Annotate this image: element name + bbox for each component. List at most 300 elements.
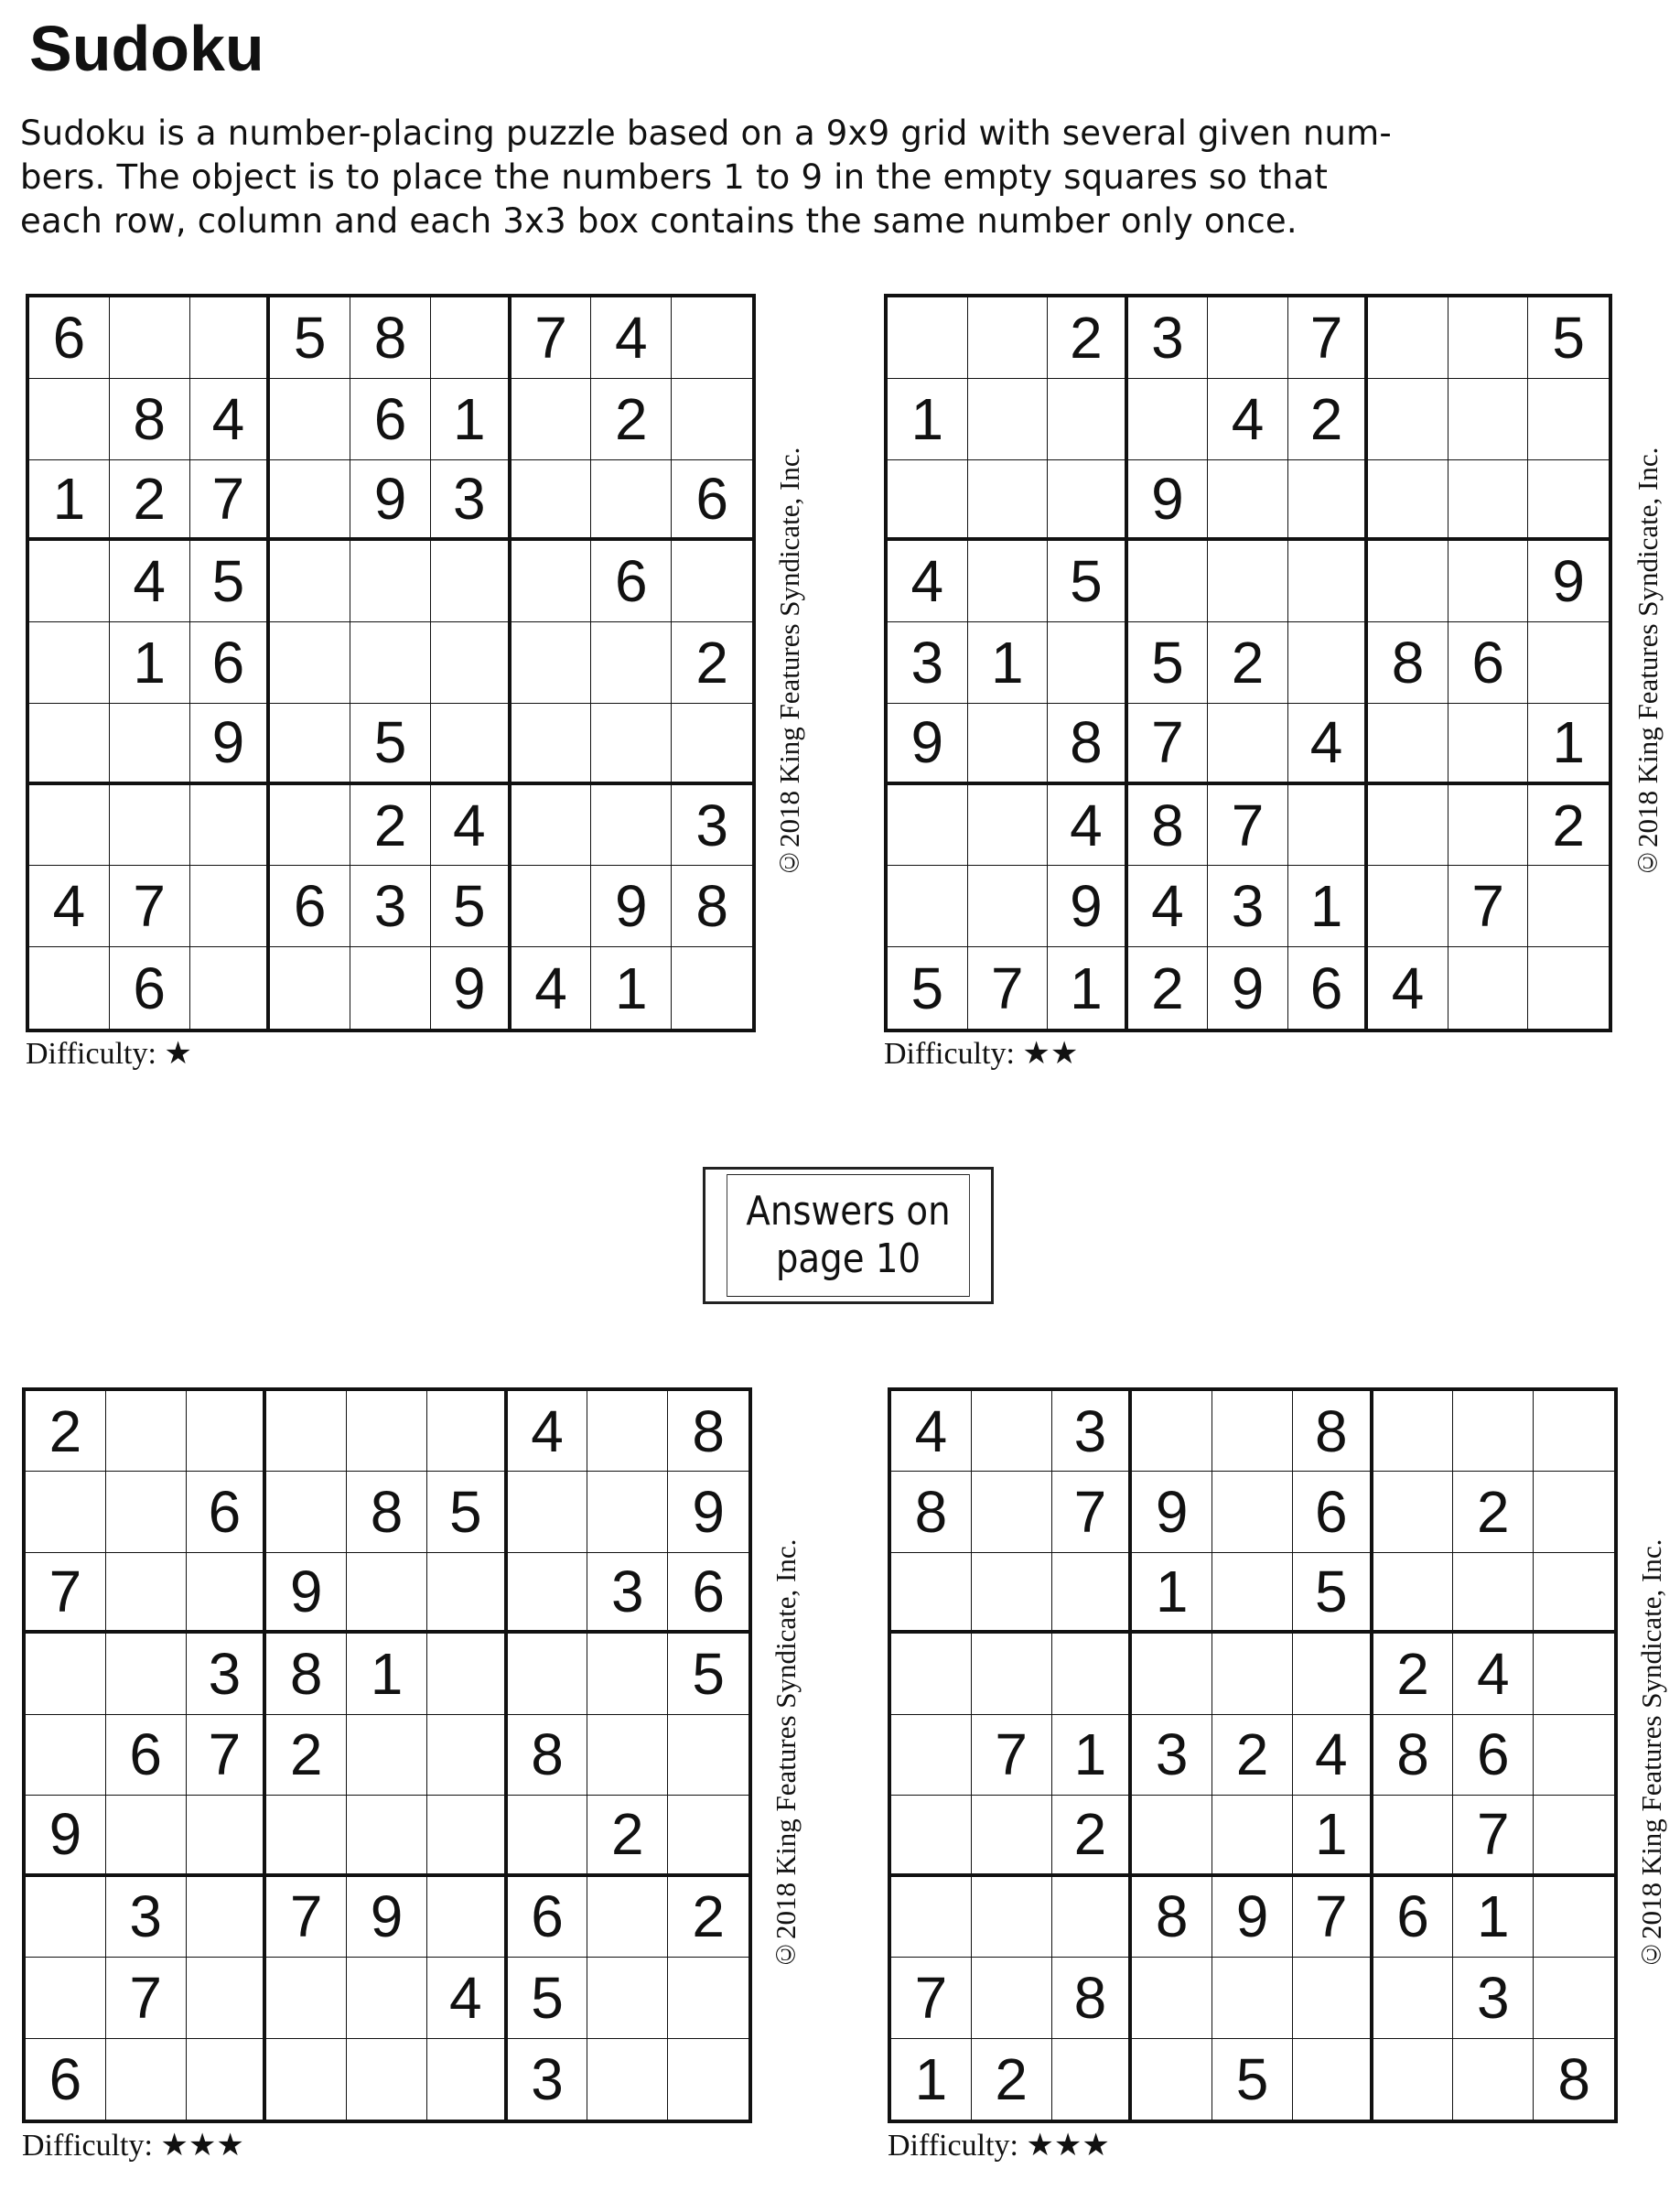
empty-cell[interactable] bbox=[270, 379, 350, 460]
empty-cell[interactable] bbox=[106, 1634, 187, 1714]
empty-cell[interactable] bbox=[29, 622, 110, 704]
given-cell: 7 bbox=[266, 1877, 347, 1958]
empty-cell[interactable] bbox=[1448, 947, 1529, 1029]
empty-cell[interactable] bbox=[888, 460, 968, 542]
given-cell: 7 bbox=[1288, 297, 1369, 379]
given-cell: 6 bbox=[508, 1877, 588, 1958]
empty-cell[interactable] bbox=[968, 785, 1049, 867]
empty-cell[interactable] bbox=[29, 785, 110, 867]
given-cell: 6 bbox=[1448, 622, 1529, 704]
empty-cell[interactable] bbox=[106, 1472, 187, 1552]
given-cell: 3 bbox=[106, 1877, 187, 1958]
empty-cell[interactable] bbox=[26, 1634, 106, 1714]
empty-cell[interactable] bbox=[1528, 379, 1609, 460]
intro-line: bers. The object is to place the numbers 1 to 9 in the empty squares so that bbox=[20, 157, 1329, 197]
given-cell: 1 bbox=[888, 379, 968, 460]
empty-cell[interactable] bbox=[888, 866, 968, 947]
empty-cell[interactable] bbox=[968, 297, 1049, 379]
given-cell: 2 bbox=[591, 379, 672, 460]
empty-cell[interactable] bbox=[1368, 541, 1448, 622]
empty-cell[interactable] bbox=[1453, 2039, 1534, 2120]
sudoku-grid bbox=[884, 294, 1612, 1032]
empty-cell[interactable] bbox=[106, 1391, 187, 1472]
empty-cell[interactable] bbox=[190, 785, 271, 867]
empty-cell[interactable] bbox=[508, 1796, 588, 1876]
given-cell: 4 bbox=[508, 1391, 588, 1472]
given-cell: 3 bbox=[1052, 1391, 1133, 1472]
empty-cell[interactable] bbox=[1288, 460, 1369, 542]
empty-cell[interactable] bbox=[427, 1553, 508, 1634]
empty-cell[interactable] bbox=[972, 1553, 1052, 1634]
empty-cell[interactable] bbox=[968, 866, 1049, 947]
empty-cell[interactable] bbox=[347, 1553, 427, 1634]
given-cell: 5 bbox=[1528, 297, 1609, 379]
given-cell: 7 bbox=[26, 1553, 106, 1634]
empty-cell[interactable] bbox=[1448, 704, 1529, 785]
given-cell: 4 bbox=[512, 947, 592, 1029]
empty-cell[interactable] bbox=[1528, 622, 1609, 704]
given-cell: 6 bbox=[591, 541, 672, 622]
empty-cell[interactable] bbox=[1448, 379, 1529, 460]
empty-cell[interactable] bbox=[266, 1958, 347, 2038]
empty-cell[interactable] bbox=[1288, 785, 1369, 867]
empty-cell[interactable] bbox=[1448, 297, 1529, 379]
empty-cell[interactable] bbox=[512, 379, 592, 460]
empty-cell[interactable] bbox=[1453, 1391, 1534, 1472]
given-cell: 9 bbox=[266, 1553, 347, 1634]
given-cell: 9 bbox=[350, 460, 431, 542]
empty-cell[interactable] bbox=[1448, 460, 1529, 542]
empty-cell[interactable] bbox=[972, 1634, 1052, 1714]
empty-cell[interactable] bbox=[347, 1796, 427, 1876]
given-cell: 8 bbox=[1368, 622, 1448, 704]
empty-cell[interactable] bbox=[512, 460, 592, 542]
given-cell: 1 bbox=[431, 379, 512, 460]
empty-cell[interactable] bbox=[891, 1634, 972, 1714]
difficulty-label: Difficulty: ★★★ bbox=[888, 2129, 1110, 2163]
answers-line: page 10 bbox=[775, 1235, 921, 1282]
empty-cell[interactable] bbox=[1373, 2039, 1454, 2120]
empty-cell[interactable] bbox=[29, 947, 110, 1029]
empty-cell[interactable] bbox=[1208, 541, 1288, 622]
empty-cell[interactable] bbox=[350, 541, 431, 622]
given-cell: 7 bbox=[110, 866, 190, 947]
given-cell: 6 bbox=[187, 1472, 267, 1552]
empty-cell[interactable] bbox=[1212, 1553, 1293, 1634]
intro-text bbox=[20, 112, 1392, 243]
empty-cell[interactable] bbox=[891, 1877, 972, 1958]
empty-cell[interactable] bbox=[1534, 1553, 1614, 1634]
empty-cell[interactable] bbox=[187, 1391, 267, 1472]
given-cell: 2 bbox=[972, 2039, 1052, 2120]
given-cell: 5 bbox=[270, 297, 350, 379]
empty-cell[interactable] bbox=[968, 460, 1049, 542]
given-cell: 3 bbox=[888, 622, 968, 704]
empty-cell[interactable] bbox=[270, 704, 350, 785]
given-cell: 5 bbox=[190, 541, 271, 622]
given-cell: 7 bbox=[1052, 1472, 1133, 1552]
given-cell: 7 bbox=[1293, 1877, 1373, 1958]
empty-cell[interactable] bbox=[591, 460, 672, 542]
given-cell: 2 bbox=[26, 1391, 106, 1472]
given-cell: 9 bbox=[431, 947, 512, 1029]
empty-cell[interactable] bbox=[668, 1796, 748, 1876]
empty-cell[interactable] bbox=[29, 704, 110, 785]
empty-cell[interactable] bbox=[1212, 1958, 1293, 2038]
given-cell: 9 bbox=[591, 866, 672, 947]
difficulty-label: Difficulty: ★★ bbox=[884, 1037, 1079, 1071]
empty-cell[interactable] bbox=[270, 785, 350, 867]
empty-cell[interactable] bbox=[1534, 1715, 1614, 1796]
empty-cell[interactable] bbox=[1293, 2039, 1373, 2120]
empty-cell[interactable] bbox=[587, 1958, 668, 2038]
given-cell: 3 bbox=[508, 2039, 588, 2120]
given-cell: 4 bbox=[1288, 704, 1369, 785]
empty-cell[interactable] bbox=[1534, 1796, 1614, 1876]
empty-cell[interactable] bbox=[512, 866, 592, 947]
empty-cell[interactable] bbox=[1132, 1634, 1212, 1714]
empty-cell[interactable] bbox=[1208, 704, 1288, 785]
empty-cell[interactable] bbox=[1052, 1553, 1133, 1634]
empty-cell[interactable] bbox=[587, 1634, 668, 1714]
given-cell: 6 bbox=[350, 379, 431, 460]
empty-cell[interactable] bbox=[672, 947, 752, 1029]
empty-cell[interactable] bbox=[1132, 1391, 1212, 1472]
empty-cell[interactable] bbox=[1373, 1472, 1454, 1552]
empty-cell[interactable] bbox=[1208, 460, 1288, 542]
given-cell: 5 bbox=[427, 1472, 508, 1552]
empty-cell[interactable] bbox=[1052, 1877, 1133, 1958]
given-cell: 2 bbox=[266, 1715, 347, 1796]
empty-cell[interactable] bbox=[347, 1958, 427, 2038]
intro-line: each row, column and each 3x3 box contains the same number only once. bbox=[20, 201, 1298, 241]
empty-cell[interactable] bbox=[672, 704, 752, 785]
given-cell: 3 bbox=[1208, 866, 1288, 947]
given-cell: 7 bbox=[1208, 785, 1288, 867]
given-cell: 3 bbox=[672, 785, 752, 867]
given-cell: 2 bbox=[1052, 1796, 1133, 1876]
empty-cell[interactable] bbox=[187, 2039, 267, 2120]
empty-cell[interactable] bbox=[672, 379, 752, 460]
empty-cell[interactable] bbox=[1368, 460, 1448, 542]
empty-cell[interactable] bbox=[1132, 1958, 1212, 2038]
empty-cell[interactable] bbox=[266, 1391, 347, 1472]
empty-cell[interactable] bbox=[591, 785, 672, 867]
empty-cell[interactable] bbox=[591, 622, 672, 704]
given-cell: 7 bbox=[972, 1715, 1052, 1796]
empty-cell[interactable] bbox=[1534, 1958, 1614, 2038]
empty-cell[interactable] bbox=[508, 1553, 588, 1634]
given-cell: 8 bbox=[1373, 1715, 1454, 1796]
given-cell: 5 bbox=[888, 947, 968, 1029]
empty-cell[interactable] bbox=[187, 1553, 267, 1634]
given-cell: 3 bbox=[1128, 297, 1209, 379]
empty-cell[interactable] bbox=[266, 2039, 347, 2120]
empty-cell[interactable] bbox=[427, 1796, 508, 1876]
given-cell: 2 bbox=[1528, 785, 1609, 867]
empty-cell[interactable] bbox=[347, 1391, 427, 1472]
empty-cell[interactable] bbox=[968, 379, 1049, 460]
given-cell: 5 bbox=[1048, 541, 1128, 622]
given-cell: 8 bbox=[347, 1472, 427, 1552]
empty-cell[interactable] bbox=[508, 1472, 588, 1552]
given-cell: 8 bbox=[1052, 1958, 1133, 2038]
empty-cell[interactable] bbox=[1448, 785, 1529, 867]
given-cell: 4 bbox=[891, 1391, 972, 1472]
given-cell: 4 bbox=[1208, 379, 1288, 460]
empty-cell[interactable] bbox=[26, 1715, 106, 1796]
empty-cell[interactable] bbox=[587, 1877, 668, 1958]
empty-cell[interactable] bbox=[1368, 297, 1448, 379]
empty-cell[interactable] bbox=[350, 622, 431, 704]
given-cell: 1 bbox=[1528, 704, 1609, 785]
given-cell: 1 bbox=[591, 947, 672, 1029]
empty-cell[interactable] bbox=[972, 1877, 1052, 1958]
empty-cell[interactable] bbox=[187, 1958, 267, 2038]
given-cell: 8 bbox=[672, 866, 752, 947]
empty-cell[interactable] bbox=[972, 1391, 1052, 1472]
empty-cell[interactable] bbox=[427, 1877, 508, 1958]
copyright-notice: ©2018 King Features Syndicate, Inc. bbox=[773, 447, 805, 879]
empty-cell[interactable] bbox=[1373, 1391, 1454, 1472]
empty-cell[interactable] bbox=[427, 2039, 508, 2120]
empty-cell[interactable] bbox=[26, 1877, 106, 1958]
given-cell: 8 bbox=[891, 1472, 972, 1552]
given-cell: 2 bbox=[668, 1877, 748, 1958]
given-cell: 7 bbox=[106, 1958, 187, 2038]
empty-cell[interactable] bbox=[190, 947, 271, 1029]
given-cell: 4 bbox=[888, 541, 968, 622]
given-cell: 9 bbox=[347, 1877, 427, 1958]
given-cell: 2 bbox=[1048, 297, 1128, 379]
empty-cell[interactable] bbox=[347, 2039, 427, 2120]
empty-cell[interactable] bbox=[106, 1796, 187, 1876]
given-cell: 6 bbox=[29, 297, 110, 379]
given-cell: 2 bbox=[1128, 947, 1209, 1029]
given-cell: 7 bbox=[187, 1715, 267, 1796]
given-cell: 3 bbox=[431, 460, 512, 542]
empty-cell[interactable] bbox=[431, 704, 512, 785]
empty-cell[interactable] bbox=[187, 1796, 267, 1876]
empty-cell[interactable] bbox=[1534, 1877, 1614, 1958]
empty-cell[interactable] bbox=[1052, 1634, 1133, 1714]
empty-cell[interactable] bbox=[1534, 1634, 1614, 1714]
given-cell: 4 bbox=[1453, 1634, 1534, 1714]
empty-cell[interactable] bbox=[106, 2039, 187, 2120]
given-cell: 9 bbox=[1212, 1877, 1293, 1958]
empty-cell[interactable] bbox=[350, 947, 431, 1029]
given-cell: 4 bbox=[1048, 785, 1128, 867]
empty-cell[interactable] bbox=[29, 541, 110, 622]
empty-cell[interactable] bbox=[187, 1877, 267, 1958]
given-cell: 1 bbox=[29, 460, 110, 542]
empty-cell[interactable] bbox=[431, 622, 512, 704]
empty-cell[interactable] bbox=[1534, 1472, 1614, 1552]
empty-cell[interactable] bbox=[1293, 1634, 1373, 1714]
empty-cell[interactable] bbox=[1048, 622, 1128, 704]
given-cell: 1 bbox=[1293, 1796, 1373, 1876]
answers-box bbox=[703, 1167, 994, 1304]
given-cell: 6 bbox=[1373, 1877, 1454, 1958]
given-cell: 8 bbox=[1048, 704, 1128, 785]
given-cell: 3 bbox=[350, 866, 431, 947]
empty-cell[interactable] bbox=[1132, 2039, 1212, 2120]
given-cell: 7 bbox=[1128, 704, 1209, 785]
empty-cell[interactable] bbox=[431, 297, 512, 379]
empty-cell[interactable] bbox=[110, 785, 190, 867]
empty-cell[interactable] bbox=[587, 1715, 668, 1796]
empty-cell[interactable] bbox=[110, 297, 190, 379]
empty-cell[interactable] bbox=[431, 541, 512, 622]
empty-cell[interactable] bbox=[1288, 541, 1369, 622]
empty-cell[interactable] bbox=[587, 1391, 668, 1472]
empty-cell[interactable] bbox=[1212, 1796, 1293, 1876]
empty-cell[interactable] bbox=[427, 1715, 508, 1796]
empty-cell[interactable] bbox=[29, 379, 110, 460]
empty-cell[interactable] bbox=[1368, 704, 1448, 785]
given-cell: 6 bbox=[1288, 947, 1369, 1029]
empty-cell[interactable] bbox=[1528, 866, 1609, 947]
given-cell: 8 bbox=[1132, 1877, 1212, 1958]
given-cell: 2 bbox=[350, 785, 431, 867]
empty-cell[interactable] bbox=[891, 1796, 972, 1876]
given-cell: 5 bbox=[1128, 622, 1209, 704]
empty-cell[interactable] bbox=[1048, 460, 1128, 542]
empty-cell[interactable] bbox=[1128, 541, 1209, 622]
empty-cell[interactable] bbox=[427, 1634, 508, 1714]
empty-cell[interactable] bbox=[1373, 1553, 1454, 1634]
given-cell: 4 bbox=[29, 866, 110, 947]
given-cell: 4 bbox=[1368, 947, 1448, 1029]
given-cell: 6 bbox=[106, 1715, 187, 1796]
empty-cell[interactable] bbox=[1368, 866, 1448, 947]
empty-cell[interactable] bbox=[888, 785, 968, 867]
given-cell: 8 bbox=[1557, 2045, 1590, 2112]
empty-cell[interactable] bbox=[1448, 541, 1529, 622]
empty-cell[interactable] bbox=[1528, 460, 1609, 542]
given-cell: 6 bbox=[26, 2039, 106, 2120]
empty-cell[interactable] bbox=[270, 622, 350, 704]
empty-cell[interactable] bbox=[190, 297, 271, 379]
given-cell: 4 bbox=[190, 379, 271, 460]
empty-cell[interactable] bbox=[888, 297, 968, 379]
empty-cell[interactable] bbox=[1373, 1796, 1454, 1876]
empty-cell[interactable] bbox=[1052, 2039, 1133, 2120]
given-cell: 3 bbox=[1453, 1958, 1534, 2038]
given-cell: 4 bbox=[431, 785, 512, 867]
empty-cell[interactable] bbox=[587, 1472, 668, 1552]
given-cell: 8 bbox=[110, 379, 190, 460]
empty-cell[interactable] bbox=[1048, 379, 1128, 460]
given-cell: 7 bbox=[1453, 1796, 1534, 1876]
given-cell: 8 bbox=[508, 1715, 588, 1796]
given-cell: 8 bbox=[266, 1634, 347, 1714]
given-cell: 8 bbox=[668, 1391, 748, 1472]
empty-cell[interactable] bbox=[591, 704, 672, 785]
empty-cell[interactable] bbox=[587, 2039, 668, 2120]
empty-cell[interactable] bbox=[1288, 622, 1369, 704]
given-cell: 9 bbox=[1132, 1472, 1212, 1552]
empty-cell[interactable] bbox=[512, 785, 592, 867]
empty-cell[interactable] bbox=[672, 541, 752, 622]
given-cell: 9 bbox=[190, 704, 271, 785]
empty-cell[interactable] bbox=[972, 1958, 1052, 2038]
page-title: Sudoku bbox=[29, 13, 264, 84]
empty-cell[interactable] bbox=[972, 1796, 1052, 1876]
empty-cell[interactable] bbox=[672, 297, 752, 379]
given-cell: 2 bbox=[672, 622, 752, 704]
empty-cell[interactable] bbox=[347, 1715, 427, 1796]
empty-cell[interactable] bbox=[1528, 947, 1609, 1029]
empty-cell[interactable] bbox=[266, 1796, 347, 1876]
empty-cell[interactable] bbox=[1212, 1634, 1293, 1714]
empty-cell[interactable] bbox=[1212, 1472, 1293, 1552]
empty-cell[interactable] bbox=[968, 541, 1049, 622]
empty-cell[interactable] bbox=[26, 1958, 106, 2038]
given-cell: 4 bbox=[591, 297, 672, 379]
empty-cell[interactable] bbox=[668, 1715, 748, 1796]
given-cell: 2 bbox=[1373, 1634, 1454, 1714]
given-cell: 1 bbox=[1048, 947, 1128, 1029]
empty-cell[interactable] bbox=[668, 1958, 748, 2038]
given-cell: 7 bbox=[1448, 866, 1529, 947]
empty-cell[interactable] bbox=[1132, 1796, 1212, 1876]
empty-cell[interactable] bbox=[270, 460, 350, 542]
empty-cell[interactable] bbox=[270, 947, 350, 1029]
empty-cell[interactable] bbox=[270, 541, 350, 622]
given-cell: 2 bbox=[1212, 1715, 1293, 1796]
empty-cell[interactable] bbox=[1293, 1958, 1373, 2038]
empty-cell[interactable] bbox=[972, 1472, 1052, 1552]
empty-cell[interactable] bbox=[110, 704, 190, 785]
given-cell: 7 bbox=[891, 1958, 972, 2038]
empty-cell[interactable] bbox=[1128, 379, 1209, 460]
given-cell: 7 bbox=[190, 460, 271, 542]
sudoku-grid bbox=[22, 1387, 752, 2123]
empty-cell[interactable] bbox=[1453, 1553, 1534, 1634]
empty-cell[interactable] bbox=[512, 541, 592, 622]
empty-cell[interactable] bbox=[1373, 1958, 1454, 2038]
empty-cell[interactable] bbox=[1368, 379, 1448, 460]
empty-cell[interactable] bbox=[427, 1391, 508, 1472]
given-cell: 7 bbox=[968, 947, 1049, 1029]
given-cell: 5 bbox=[1293, 1553, 1373, 1634]
empty-cell[interactable] bbox=[1208, 297, 1288, 379]
empty-cell[interactable] bbox=[106, 1553, 187, 1634]
empty-cell[interactable] bbox=[668, 2039, 748, 2120]
empty-cell[interactable] bbox=[512, 622, 592, 704]
difficulty-label: Difficulty: ★ bbox=[26, 1037, 192, 1071]
empty-cell[interactable] bbox=[968, 704, 1049, 785]
given-cell: 6 bbox=[1453, 1715, 1534, 1796]
given-cell: 3 bbox=[587, 1553, 668, 1634]
empty-cell[interactable] bbox=[266, 1472, 347, 1552]
empty-cell[interactable] bbox=[1212, 1391, 1293, 1472]
empty-cell[interactable] bbox=[26, 1472, 106, 1552]
empty-cell[interactable] bbox=[891, 1715, 972, 1796]
given-cell: 1 bbox=[110, 622, 190, 704]
empty-cell[interactable] bbox=[508, 1634, 588, 1714]
given-cell: 8 bbox=[1128, 785, 1209, 867]
empty-cell[interactable] bbox=[891, 1553, 972, 1634]
empty-cell[interactable] bbox=[512, 704, 592, 785]
empty-cell[interactable] bbox=[1368, 785, 1448, 867]
given-cell: 5 bbox=[350, 704, 431, 785]
given-cell: 2 bbox=[1288, 379, 1369, 460]
empty-cell[interactable] bbox=[1534, 1391, 1614, 1472]
empty-cell[interactable] bbox=[190, 866, 271, 947]
given-cell: 1 bbox=[891, 2039, 972, 2120]
